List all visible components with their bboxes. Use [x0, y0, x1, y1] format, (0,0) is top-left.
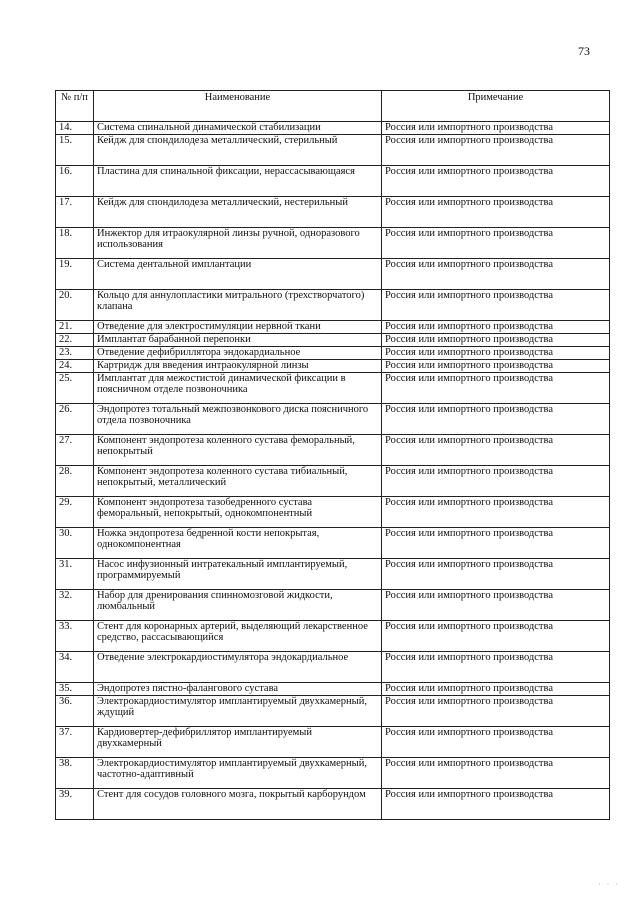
row-note: Россия или импортного производства: [382, 590, 610, 621]
row-number: 31.: [56, 559, 94, 590]
row-name: Кейдж для спондилодеза металлический, стерильный: [94, 135, 382, 166]
page-number: 73: [578, 44, 590, 58]
table-row: [56, 122, 610, 135]
table-row: [56, 621, 610, 652]
row-note: Россия или импортного производства: [382, 228, 610, 259]
row-note: Россия или импортного производства: [382, 347, 610, 360]
row-note: Россия или импортного производства: [382, 652, 610, 683]
table-row: [56, 321, 610, 334]
row-name: Компонент эндопротеза коленного сустава тибиальный, непокрытый, металлический: [94, 466, 382, 497]
table-header-row: [56, 91, 610, 122]
table-row: [56, 590, 610, 621]
table-row: [56, 334, 610, 347]
table-row: [56, 497, 610, 528]
row-name: Инжектор для итраокулярной линзы ручной, одноразового использования: [94, 228, 382, 259]
table-row: [56, 727, 610, 758]
row-number: 32.: [56, 590, 94, 621]
row-name: Кейдж для спондилодеза металлический, нестерильный: [94, 197, 382, 228]
row-number: 29.: [56, 497, 94, 528]
row-name: Кардиовертер-дефибриллятор имплантируемый двухкамерный: [94, 727, 382, 758]
table-row: [56, 259, 610, 290]
row-note: Россия или импортного производства: [382, 166, 610, 197]
row-name: Пластина для спинальной фиксации, нерассасывающаяся: [94, 166, 382, 197]
table-row: [56, 528, 610, 559]
row-note: Россия или импортного производства: [382, 497, 610, 528]
row-note: Россия или импортного производства: [382, 528, 610, 559]
table-row: [56, 696, 610, 727]
row-note: Россия или импортного производства: [382, 683, 610, 696]
row-number: 36.: [56, 696, 94, 727]
row-name: Компонент эндопротеза тазобедренного сустава феморальный, непокрытый, однокомпонентный: [94, 497, 382, 528]
row-note: Россия или импортного производства: [382, 135, 610, 166]
header-note: Примечание: [382, 91, 610, 122]
header-name: Наименование: [94, 91, 382, 122]
table-row: [56, 373, 610, 404]
row-name: Система спинальной динамической стабилизации: [94, 122, 382, 135]
row-number: 34.: [56, 652, 94, 683]
row-name: Стент для сосудов головного мозга, покрытый карборундом: [94, 789, 382, 820]
row-number: 38.: [56, 758, 94, 789]
row-number: 28.: [56, 466, 94, 497]
row-number: 33.: [56, 621, 94, 652]
row-number: 24.: [56, 360, 94, 373]
row-name: Система дентальной имплантации: [94, 259, 382, 290]
table-row: [56, 683, 610, 696]
row-number: 37.: [56, 727, 94, 758]
items-table: [55, 90, 610, 820]
row-name: Электрокардиостимулятор имплантируемый двухкамерный, частотно-адаптивный: [94, 758, 382, 789]
row-note: Россия или импортного производства: [382, 727, 610, 758]
row-name: Имплантат для межостистой динамической фиксации в поясничном отделе позвоночника: [94, 373, 382, 404]
row-name: Электрокардиостимулятор имплантируемый двухкамерный, ждущий: [94, 696, 382, 727]
row-number: 16.: [56, 166, 94, 197]
row-number: 18.: [56, 228, 94, 259]
table-row: [56, 466, 610, 497]
row-name: Кольцо для аннулопластики митрального (трехстворчатого) клапана: [94, 290, 382, 321]
table-row: [56, 559, 610, 590]
row-note: Россия или импортного производства: [382, 373, 610, 404]
row-note: Россия или импортного производства: [382, 290, 610, 321]
row-number: 17.: [56, 197, 94, 228]
row-note: Россия или импортного производства: [382, 334, 610, 347]
row-number: 22.: [56, 334, 94, 347]
row-number: 26.: [56, 404, 94, 435]
row-note: Россия или импортного производства: [382, 696, 610, 727]
row-name: Насос инфузионный интратекальный имплантируемый, программируемый: [94, 559, 382, 590]
row-note: Россия или импортного производства: [382, 321, 610, 334]
row-note: Россия или импортного производства: [382, 621, 610, 652]
table-row: [56, 789, 610, 820]
row-note: Россия или импортного производства: [382, 466, 610, 497]
row-note: Россия или импортного производства: [382, 259, 610, 290]
row-note: Россия или импортного производства: [382, 789, 610, 820]
row-number: 19.: [56, 259, 94, 290]
row-name: Ножка эндопротеза бедренной кости непокрытая, однокомпонентная: [94, 528, 382, 559]
row-number: 39.: [56, 789, 94, 820]
row-name: Картридж для введения интраокулярной линзы: [94, 360, 382, 373]
row-name: Имплантат барабанной перепонки: [94, 334, 382, 347]
row-note: Россия или импортного производства: [382, 360, 610, 373]
row-name: Набор для дренирования спинномозговой жидкости, люмбальный: [94, 590, 382, 621]
row-note: Россия или импортного производства: [382, 435, 610, 466]
table-row: [56, 435, 610, 466]
row-name: Отведение дефибриллятора эндокардиальное: [94, 347, 382, 360]
row-number: 25.: [56, 373, 94, 404]
table-row: [56, 228, 610, 259]
table-row: [56, 758, 610, 789]
scan-mark: · · ·: [598, 880, 620, 889]
row-name: Стент для коронарных артерий, выделяющий лекарственное средство, рассасывающийся: [94, 621, 382, 652]
table-row: [56, 360, 610, 373]
row-number: 30.: [56, 528, 94, 559]
row-name: Эндопротез тотальный межпозвонкового диска поясничного отдела позвоночника: [94, 404, 382, 435]
row-note: Россия или импортного производства: [382, 404, 610, 435]
table-row: [56, 166, 610, 197]
row-note: Россия или импортного производства: [382, 559, 610, 590]
row-number: 35.: [56, 683, 94, 696]
table-body: [56, 122, 610, 820]
row-name: Эндопротез пястно-фалангового сустава: [94, 683, 382, 696]
row-name: Отведение для электростимуляции нервной ткани: [94, 321, 382, 334]
row-name: Отведение электрокардиостимулятора эндокардиальное: [94, 652, 382, 683]
table-row: [56, 135, 610, 166]
row-number: 15.: [56, 135, 94, 166]
row-number: 20.: [56, 290, 94, 321]
table-row: [56, 347, 610, 360]
row-number: 23.: [56, 347, 94, 360]
table-row: [56, 290, 610, 321]
row-note: Россия или импортного производства: [382, 197, 610, 228]
table-row: [56, 404, 610, 435]
row-note: Россия или импортного производства: [382, 122, 610, 135]
row-number: 14.: [56, 122, 94, 135]
row-name: Компонент эндопротеза коленного сустава феморальный, непокрытый: [94, 435, 382, 466]
header-num: № п/п: [56, 91, 94, 122]
row-number: 21.: [56, 321, 94, 334]
row-number: 27.: [56, 435, 94, 466]
table-row: [56, 197, 610, 228]
table-row: [56, 652, 610, 683]
row-note: Россия или импортного производства: [382, 758, 610, 789]
